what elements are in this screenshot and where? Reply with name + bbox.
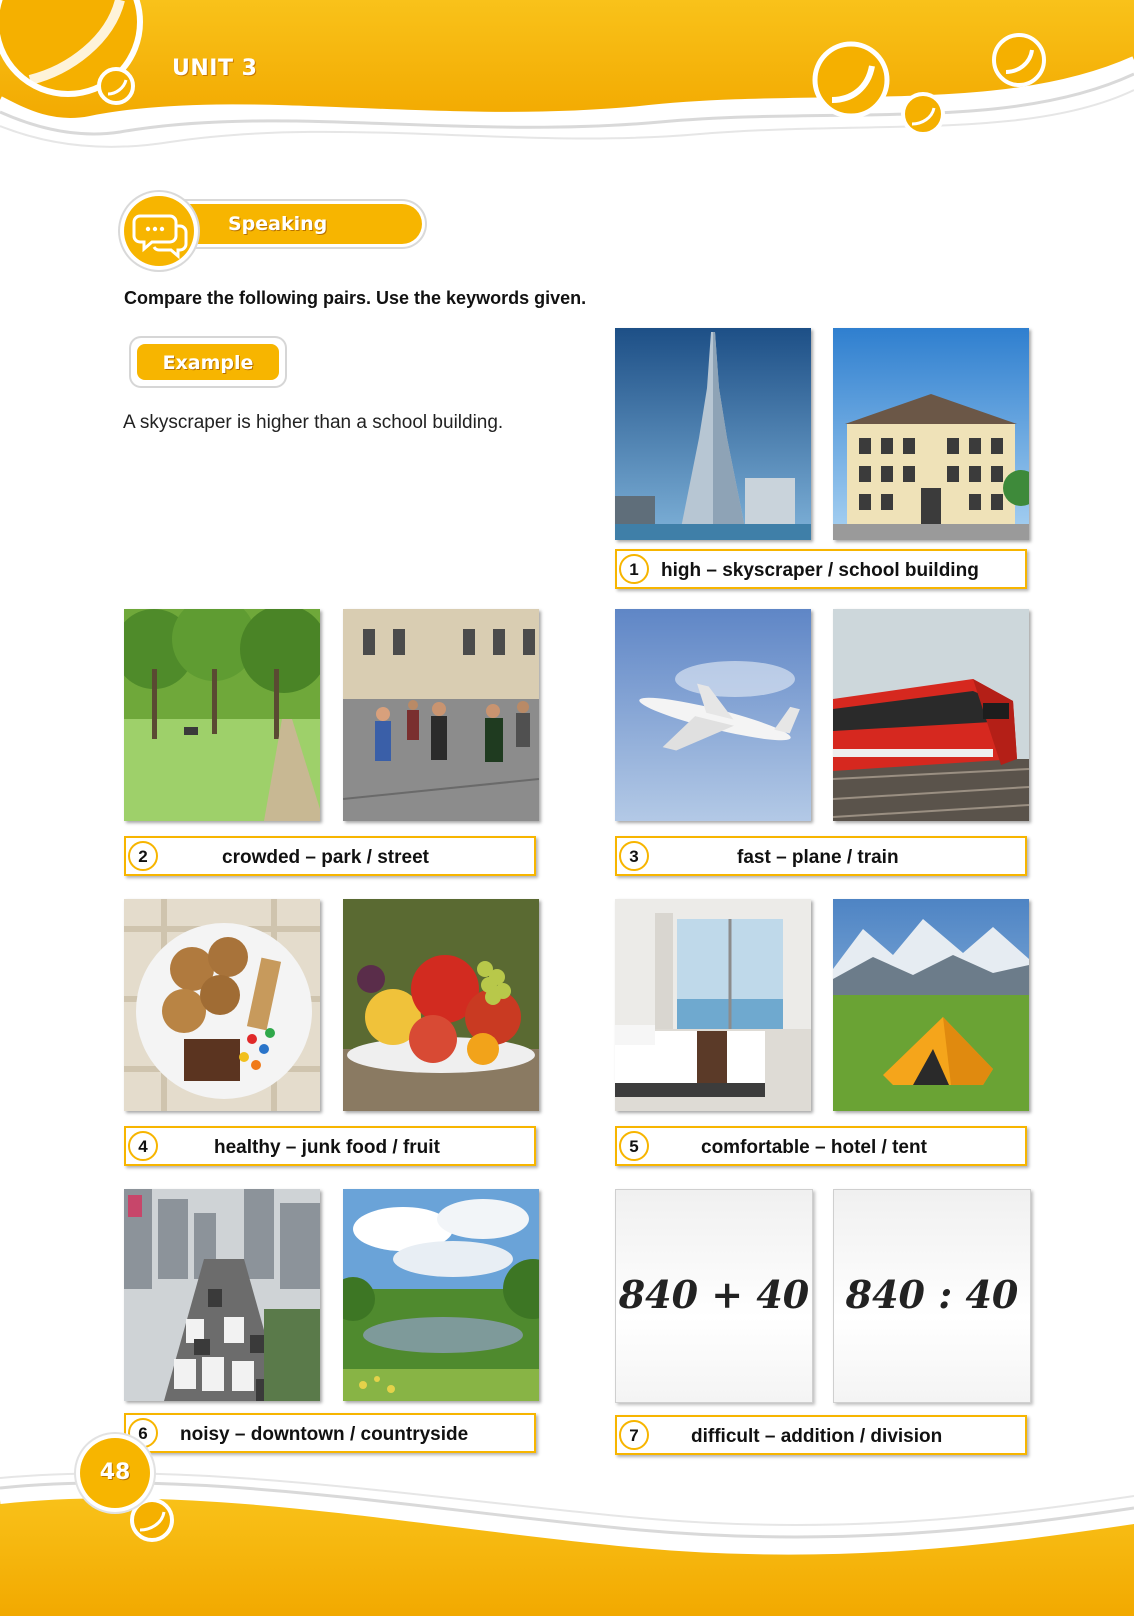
addition-expression: 840 + 40 bbox=[618, 1272, 810, 1317]
caption-item-2 bbox=[124, 836, 536, 876]
caption-text: healthy – junk food / fruit bbox=[214, 1137, 440, 1158]
instruction-text: Compare the following pairs. Use the keywords given. bbox=[124, 288, 587, 308]
item-number-badge: 3 bbox=[619, 841, 649, 871]
item-number-badge: 5 bbox=[619, 1131, 649, 1161]
item-number-badge: 2 bbox=[128, 841, 158, 871]
photo-park bbox=[124, 609, 320, 821]
example-sentence: A skyscraper is higher than a school building. bbox=[123, 412, 504, 433]
caption-text: noisy – downtown / countryside bbox=[180, 1424, 469, 1445]
item-number-badge: 4 bbox=[128, 1131, 158, 1161]
card-division bbox=[833, 1189, 1031, 1403]
photo-street bbox=[343, 609, 539, 821]
photo-tent bbox=[833, 899, 1029, 1111]
caption-item-3 bbox=[615, 836, 1027, 876]
division-expression: 840 : 40 bbox=[845, 1272, 1019, 1317]
photo-train bbox=[833, 609, 1029, 821]
footer-wave bbox=[0, 1470, 1134, 1616]
caption-text: crowded – park / street bbox=[222, 847, 429, 868]
photo-junk-food bbox=[124, 899, 320, 1111]
caption-item-6 bbox=[124, 1413, 536, 1453]
caption-text: high – skyscraper / school building bbox=[661, 560, 979, 581]
photo-downtown bbox=[124, 1189, 320, 1401]
caption-item-1 bbox=[615, 549, 1027, 589]
photo-school-building bbox=[833, 328, 1029, 540]
caption-item-4 bbox=[124, 1126, 536, 1166]
speech-bubbles-icon bbox=[124, 196, 194, 266]
example-label-box bbox=[131, 338, 285, 386]
photo-hotel bbox=[615, 899, 811, 1111]
section-title: Speaking bbox=[228, 213, 328, 235]
photo-skyscraper bbox=[615, 328, 811, 540]
caption-item-7 bbox=[615, 1415, 1027, 1455]
example-label: Example bbox=[162, 352, 254, 374]
caption-item-5 bbox=[615, 1126, 1027, 1166]
card-addition bbox=[615, 1189, 813, 1403]
caption-text: fast – plane / train bbox=[737, 847, 899, 868]
section-header bbox=[124, 196, 424, 252]
photo-countryside bbox=[343, 1189, 539, 1401]
unit-label: UNIT 3 bbox=[172, 56, 258, 81]
example-label-bg bbox=[137, 344, 279, 380]
item-number-badge: 1 bbox=[619, 554, 649, 584]
item-number-badge: 6 bbox=[128, 1418, 158, 1448]
caption-text: comfortable – hotel / tent bbox=[701, 1137, 927, 1158]
item-number-badge: 7 bbox=[619, 1420, 649, 1450]
photo-fruit bbox=[343, 899, 539, 1111]
header-wave bbox=[0, 0, 1134, 170]
page-number: 48 bbox=[80, 1438, 150, 1508]
caption-text: difficult – addition / division bbox=[691, 1426, 943, 1447]
photo-plane bbox=[615, 609, 811, 821]
